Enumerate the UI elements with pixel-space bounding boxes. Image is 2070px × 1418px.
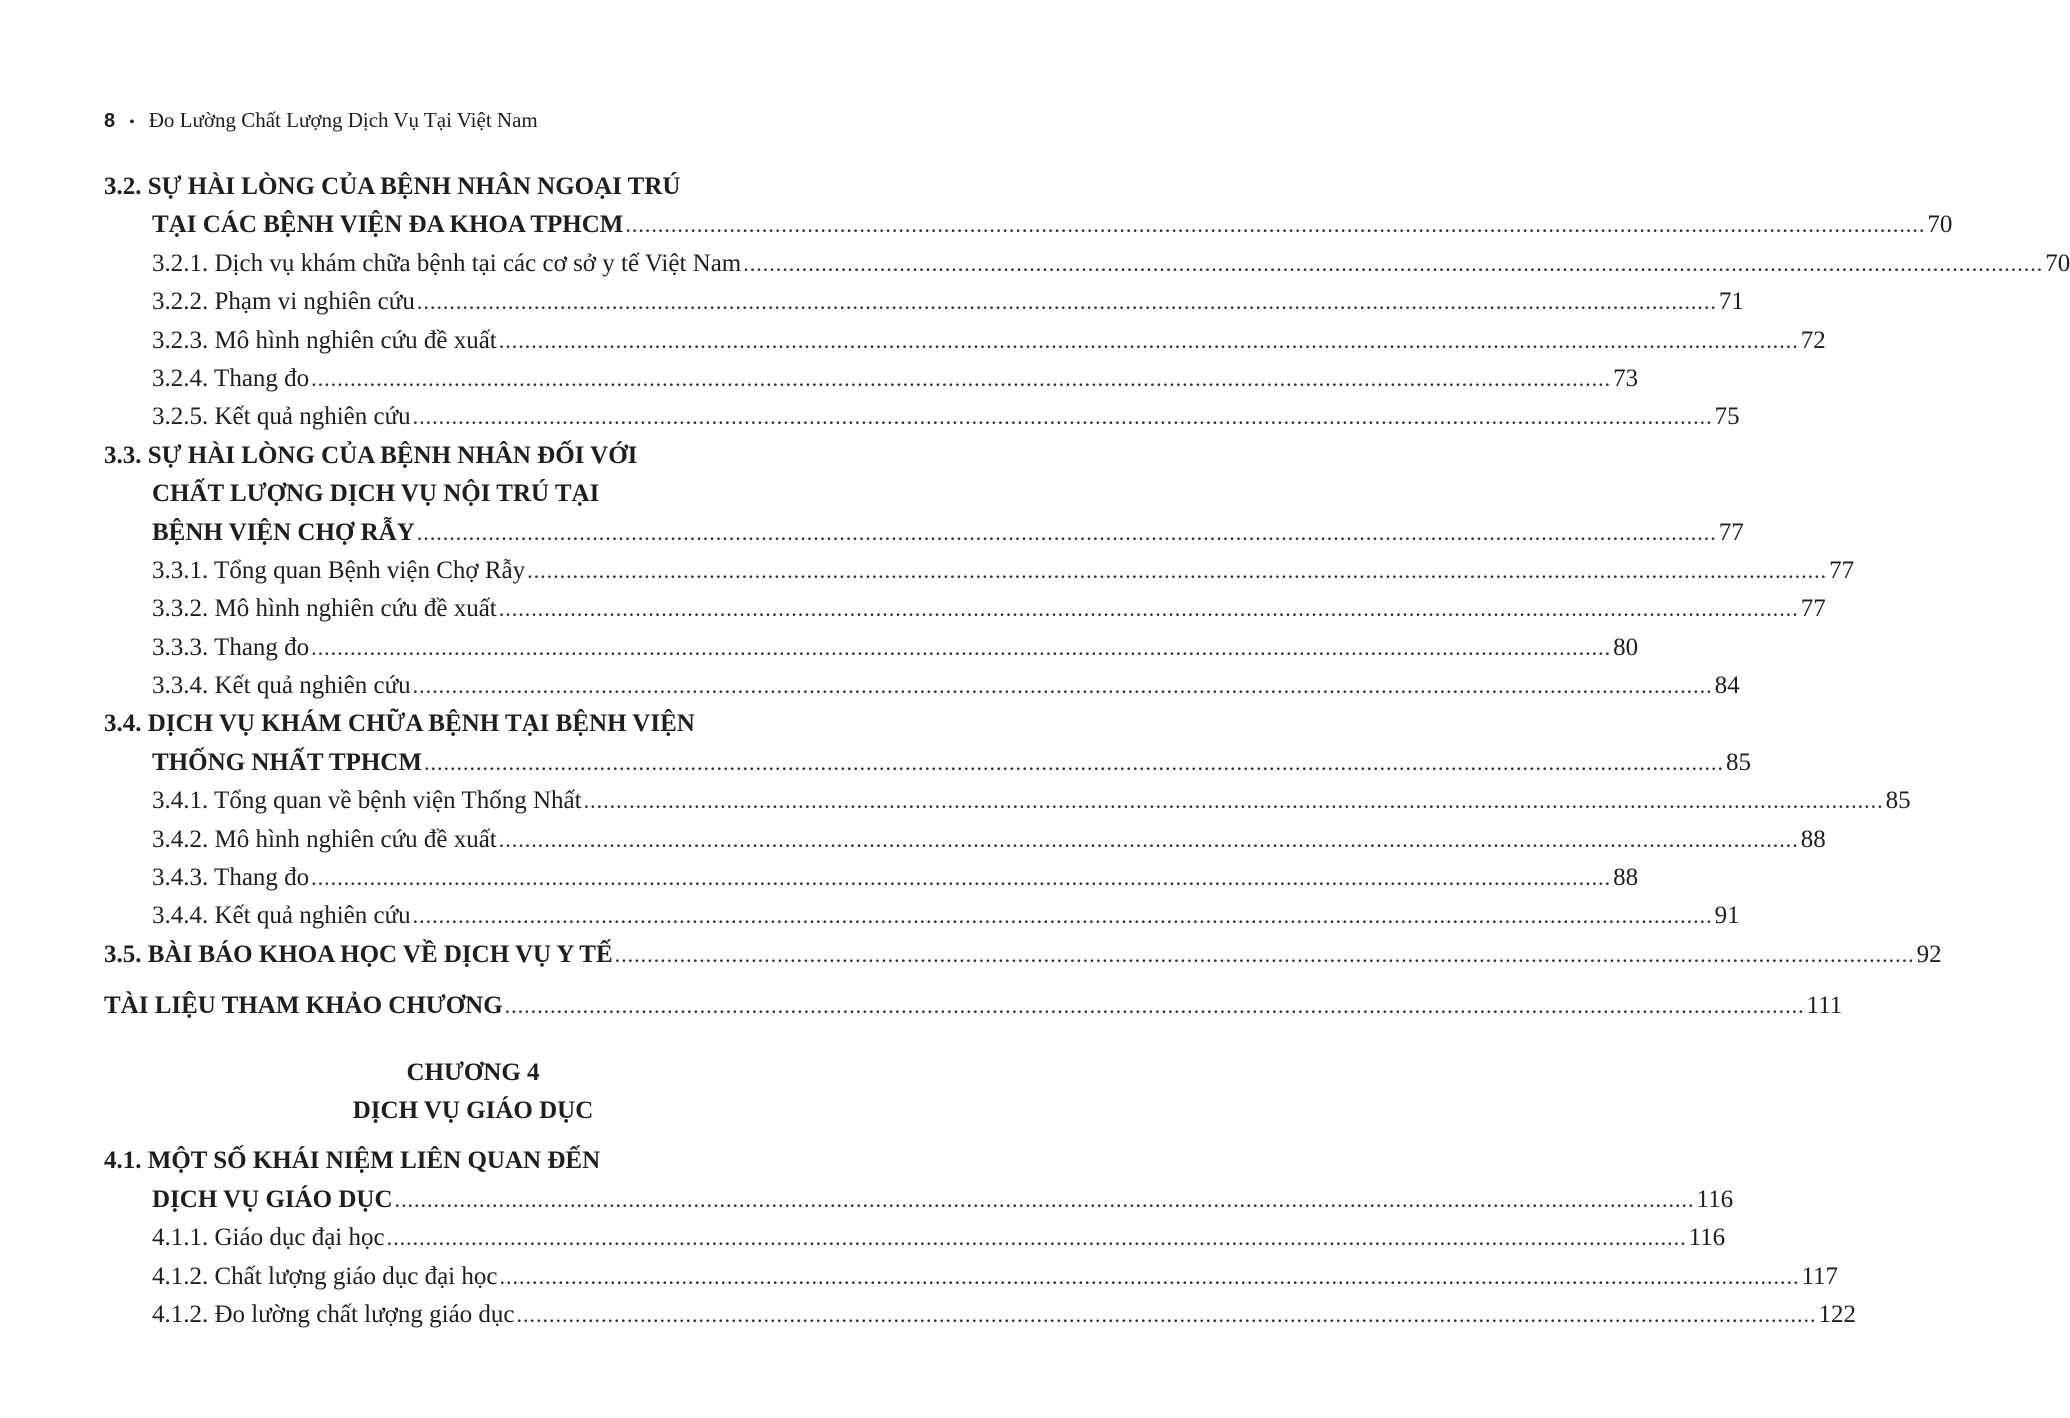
toc-page-number: 92 bbox=[1916, 940, 1942, 968]
subsection-title: 3.2.2. Phạm vi nghiên cứu bbox=[152, 288, 415, 316]
table-of-contents bbox=[104, 168, 2070, 1334]
toc-entry-line bbox=[104, 705, 842, 743]
toc-entry-line bbox=[104, 168, 842, 206]
section-title-line: SỰ HÀI LÒNG CỦA BỆNH NHÂN ĐỐI VỚI bbox=[147, 441, 638, 469]
dot-leader: ........................................................................................................................................................................................................ bbox=[311, 634, 1612, 660]
dot-leader: ........................................................................................................................................................................................................ bbox=[311, 365, 1612, 391]
toc-entry-line bbox=[104, 437, 842, 475]
subsection-title: 3.4.4. Kết quả nghiên cứu bbox=[152, 902, 411, 930]
spacer bbox=[104, 1026, 842, 1054]
toc-page-number: 116 bbox=[1696, 1185, 1734, 1213]
toc-page-number: 75 bbox=[1714, 403, 1740, 431]
toc-entry-title bbox=[152, 1296, 515, 1334]
references-title: TÀI LIỆU THAM KHẢO CHƯƠNG bbox=[104, 992, 503, 1020]
chapter-label: CHƯƠNG 4 bbox=[406, 1058, 540, 1086]
toc-entry[interactable] bbox=[104, 552, 1855, 590]
toc-entry[interactable] bbox=[104, 1181, 1734, 1219]
book-title: Đo Lường Chất Lượng Dịch Vụ Tại Việt Nam bbox=[148, 108, 538, 132]
dot-leader: ........................................................................................................................................................................................................ bbox=[416, 289, 1717, 315]
toc-page-number: 122 bbox=[1818, 1300, 1857, 1328]
dot-leader: ........................................................................................................................................................................................................ bbox=[412, 404, 1713, 430]
toc-page-number: 77 bbox=[1718, 518, 1744, 546]
dot-leader: ........................................................................................................................................................................................................ bbox=[416, 519, 1717, 545]
toc-entry-title bbox=[152, 1258, 497, 1296]
section-title-line: THỐNG NHẤT TPHCM bbox=[152, 748, 422, 776]
toc-entry[interactable] bbox=[104, 897, 1740, 935]
toc-entry[interactable] bbox=[104, 360, 1639, 398]
toc-page-number: 71 bbox=[1718, 288, 1744, 316]
toc-page-number: 111 bbox=[1806, 992, 1843, 1020]
section-title-line: DỊCH VỤ KHÁM CHỮA BỆNH TẠI BỆNH VIỆN bbox=[147, 710, 695, 738]
header-separator: • bbox=[129, 114, 135, 131]
section-title-line: BỆNH VIỆN CHỢ RẪY bbox=[152, 518, 415, 546]
toc-page-number: 77 bbox=[1829, 556, 1855, 584]
toc-entry-title bbox=[152, 360, 309, 398]
section-title-line: CHẤT LƯỢNG DỊCH VỤ NỘI TRÚ TẠI bbox=[152, 480, 600, 508]
toc-entry-title bbox=[152, 322, 497, 360]
dot-leader: ........................................................................................................................................................................................................ bbox=[311, 865, 1612, 891]
toc-entry[interactable] bbox=[104, 667, 1740, 705]
toc-entry-title bbox=[152, 590, 497, 628]
toc-entry-title bbox=[152, 859, 309, 897]
dot-leader: ........................................................................................................................................................................................................ bbox=[394, 1186, 1695, 1212]
toc-entry-title bbox=[152, 1219, 385, 1257]
toc-entry-title bbox=[152, 897, 411, 935]
toc-entry[interactable] bbox=[104, 936, 1942, 974]
toc-entry-title bbox=[152, 821, 497, 859]
toc-entry-title bbox=[152, 667, 411, 705]
section-number: 3.5. bbox=[104, 940, 142, 968]
toc-page-number: 80 bbox=[1613, 633, 1639, 661]
running-header bbox=[104, 108, 538, 133]
toc-entry[interactable] bbox=[104, 859, 1639, 897]
toc-entry-title bbox=[104, 987, 503, 1025]
section-number: 3.3. bbox=[104, 441, 142, 469]
toc-entry-title bbox=[152, 245, 741, 283]
toc-entry[interactable] bbox=[104, 1296, 1857, 1334]
toc-entry[interactable] bbox=[104, 322, 1826, 360]
subsection-title: 3.4.2. Mô hình nghiên cứu đề xuất bbox=[152, 825, 497, 853]
toc-entry[interactable] bbox=[104, 987, 1843, 1025]
section-number: 3.2. bbox=[104, 173, 142, 200]
toc-page-number: 70 bbox=[2045, 249, 2070, 277]
dot-leader: ........................................................................................................................................................................................................ bbox=[498, 826, 1799, 852]
toc-page-number: 91 bbox=[1714, 902, 1740, 930]
section-title-line: DỊCH VỤ GIÁO DỤC bbox=[152, 1185, 393, 1213]
section-number: 3.4. bbox=[104, 710, 142, 738]
toc-entry-title bbox=[152, 1181, 393, 1219]
toc-page-number: 85 bbox=[1885, 787, 1911, 815]
toc-entry[interactable] bbox=[104, 398, 1740, 436]
dot-leader: ........................................................................................................................................................................................................ bbox=[412, 903, 1713, 929]
subsection-title: 3.4.3. Thang đo bbox=[152, 864, 310, 892]
dot-leader: ........................................................................................................................................................................................................ bbox=[386, 1225, 1687, 1251]
dot-leader: ........................................................................................................................................................................................................ bbox=[498, 596, 1799, 622]
dot-leader: ........................................................................................................................................................................................................ bbox=[499, 1263, 1800, 1289]
dot-leader: ........................................................................................................................................................................................................ bbox=[412, 673, 1713, 699]
toc-page-number: 77 bbox=[1800, 595, 1826, 623]
chapter-title: DỊCH VỤ GIÁO DỤC bbox=[352, 1097, 594, 1124]
section-number: 4.1. bbox=[104, 1147, 142, 1175]
toc-entry-title bbox=[152, 283, 415, 321]
toc-entry-title bbox=[152, 206, 623, 244]
dot-leader: ........................................................................................................................................................................................................ bbox=[743, 250, 2044, 276]
subsection-title: 3.3.4. Kết quả nghiên cứu bbox=[152, 672, 411, 700]
subsection-title: 3.3.3. Thang đo bbox=[152, 633, 310, 661]
toc-entry[interactable] bbox=[104, 245, 2070, 283]
toc-entry-line bbox=[104, 475, 842, 513]
subsection-title: 3.2.5. Kết quả nghiên cứu bbox=[152, 403, 411, 431]
toc-entry[interactable] bbox=[104, 283, 1744, 321]
dot-leader: ........................................................................................................................................................................................................ bbox=[516, 1301, 1817, 1327]
dot-leader: ........................................................................................................................................................................................................ bbox=[504, 993, 1805, 1019]
section-title-line: MỘT SỐ KHÁI NIỆM LIÊN QUAN ĐẾN bbox=[147, 1147, 601, 1175]
dot-leader: ........................................................................................................................................................................................................ bbox=[498, 327, 1799, 353]
toc-entry[interactable] bbox=[104, 744, 1751, 782]
toc-entry-title bbox=[152, 514, 415, 552]
toc-entry[interactable] bbox=[104, 821, 1826, 859]
dot-leader: ........................................................................................................................................................................................................ bbox=[625, 212, 1926, 238]
section-title-line: BÀI BÁO KHOA HỌC VỀ DỊCH VỤ Y TẾ bbox=[147, 940, 613, 968]
dot-leader: ........................................................................................................................................................................................................ bbox=[583, 788, 1884, 814]
toc-entry-title bbox=[152, 398, 411, 436]
toc-entry[interactable] bbox=[104, 782, 1911, 820]
subsection-title: 3.3.2. Mô hình nghiên cứu đề xuất bbox=[152, 595, 497, 623]
subsection-title: 3.2.1. Dịch vụ khám chữa bệnh tại các cơ sở y tế Việt Nam bbox=[152, 249, 742, 277]
page-number: 8 bbox=[104, 110, 116, 132]
subsection-title: 3.4.1. Tổng quan về bệnh viện Thống Nhất bbox=[152, 787, 582, 815]
subsection-title: 4.1.2. Chất lượng giáo dục đại học bbox=[152, 1262, 498, 1290]
toc-entry[interactable] bbox=[104, 514, 1744, 552]
toc-page-number: 116 bbox=[1688, 1224, 1726, 1252]
toc-page-number: 85 bbox=[1725, 748, 1751, 776]
subsection-title: 4.1.1. Giáo dục đại học bbox=[152, 1224, 385, 1252]
toc-entry-line bbox=[104, 1142, 842, 1180]
toc-entry[interactable] bbox=[104, 590, 1826, 628]
section-title-line: SỰ HÀI LÒNG CỦA BỆNH NHÂN NGOẠI TRÚ bbox=[147, 173, 681, 200]
subsection-title: 4.1.2. Đo lường chất lượng giáo dục bbox=[152, 1300, 515, 1328]
toc-page-number: 117 bbox=[1801, 1262, 1839, 1290]
toc-page-number: 88 bbox=[1613, 864, 1639, 892]
toc-entry[interactable] bbox=[104, 629, 1639, 667]
toc-page-number: 73 bbox=[1613, 364, 1639, 392]
section-title-line: TẠI CÁC BỆNH VIỆN ĐA KHOA TPHCM bbox=[152, 211, 624, 239]
subsection-title: 3.2.3. Mô hình nghiên cứu đề xuất bbox=[152, 326, 497, 354]
dot-leader: ........................................................................................................................................................................................................ bbox=[614, 941, 1915, 967]
spacer bbox=[104, 974, 842, 987]
toc-entry[interactable] bbox=[104, 1258, 1839, 1296]
toc-entry-title bbox=[152, 744, 422, 782]
toc-page-number: 88 bbox=[1800, 825, 1826, 853]
dot-leader: ........................................................................................................................................................................................................ bbox=[527, 557, 1828, 583]
toc-entry-title bbox=[152, 552, 525, 590]
toc-entry-title bbox=[104, 936, 613, 974]
toc-page-number: 84 bbox=[1714, 672, 1740, 700]
toc-page-number: 72 bbox=[1800, 326, 1826, 354]
toc-entry[interactable] bbox=[104, 206, 1953, 244]
toc-entry-title bbox=[152, 629, 309, 667]
toc-page-number: 70 bbox=[1927, 211, 1953, 239]
subsection-title: 3.3.1. Tổng quan Bệnh viện Chợ Rẫy bbox=[152, 556, 526, 584]
dot-leader: ........................................................................................................................................................................................................ bbox=[423, 749, 1724, 775]
spacer bbox=[104, 1130, 842, 1142]
subsection-title: 3.2.4. Thang đo bbox=[152, 364, 310, 392]
toc-entry-title bbox=[152, 782, 582, 820]
toc-entry[interactable] bbox=[104, 1219, 1726, 1257]
